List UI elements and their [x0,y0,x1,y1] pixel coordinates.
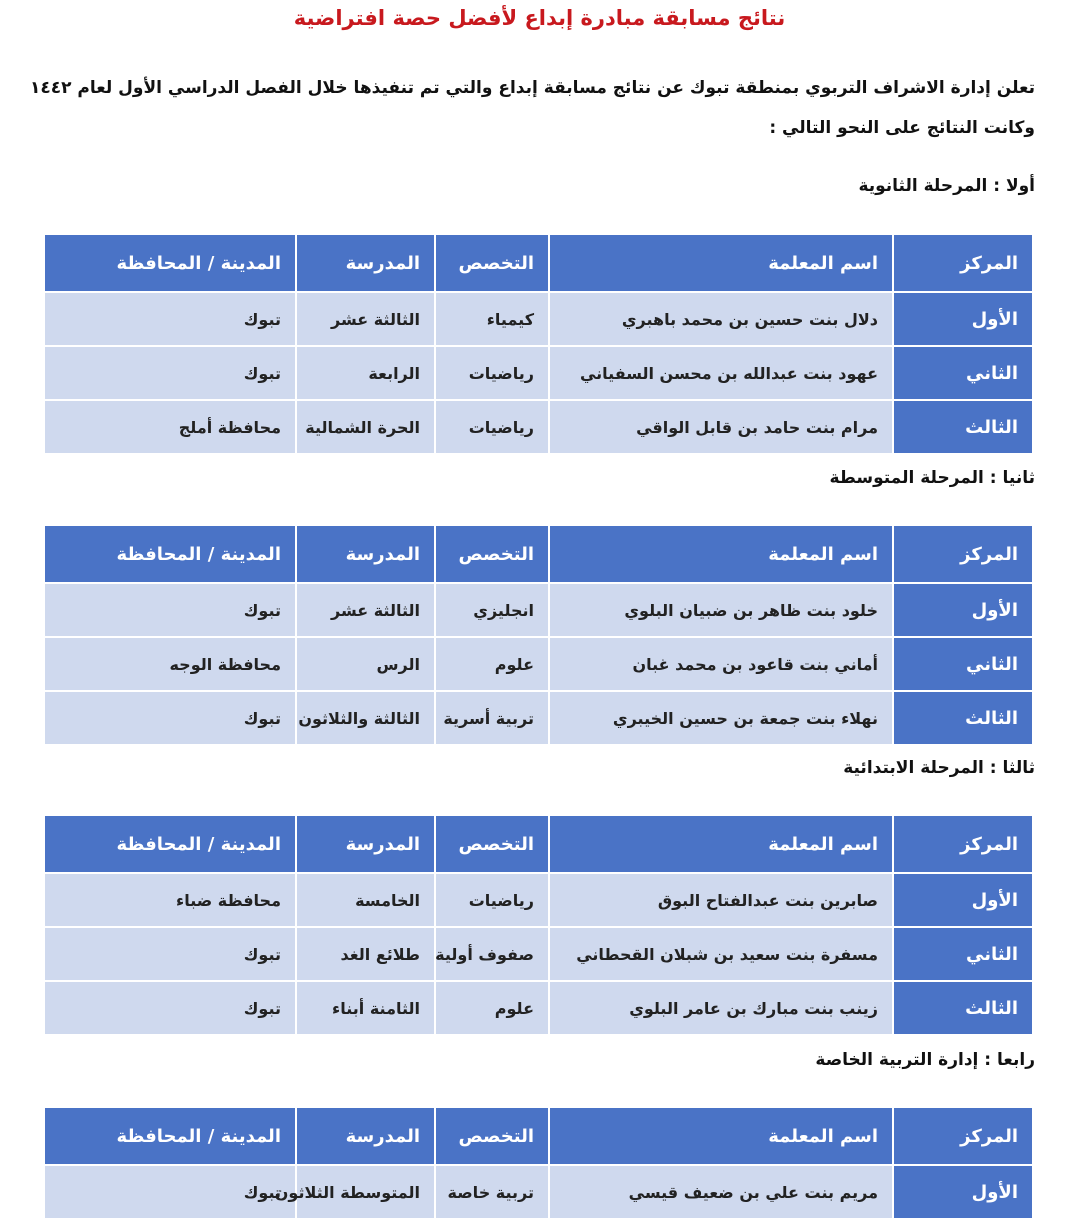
school-cell: الثالثة والثلاثون [296,691,435,745]
rank-cell: الثاني [893,927,1033,981]
col-header-city: المدينة / المحافظة [44,234,296,292]
name-cell: خلود بنت ظاهر بن ضبيان البلوي [549,583,893,637]
specialty-cell: رياضيات [435,346,549,400]
table-row [44,583,1033,637]
results-table-special-education [43,1106,1034,1220]
city-cell: تبوك [44,292,296,346]
rank-cell: الثاني [893,637,1033,691]
col-header-rank: المركز [893,525,1033,583]
table-row [44,637,1033,691]
section-heading-special-education: رابعا : إدارة التربية الخاصة [815,1050,1035,1070]
name-cell: مرام بنت حامد بن قابل الواقي [549,400,893,454]
city-cell: تبوك [44,927,296,981]
name-cell: أماني بنت قاعود بن محمد غبان [549,637,893,691]
col-header-city: المدينة / المحافظة [44,525,296,583]
rank-cell: الأول [893,292,1033,346]
school-cell: الحرة الشمالية [296,400,435,454]
school-cell: المتوسطة الثلاثون [296,1165,435,1219]
col-header-city: المدينة / المحافظة [44,1107,296,1165]
col-header-name: اسم المعلمة [549,815,893,873]
col-header-rank: المركز [893,815,1033,873]
rank-cell: الأول [893,1165,1033,1219]
intro-line-2: وكانت النتائج على النحو التالي : [769,118,1035,138]
city-cell: تبوك [44,346,296,400]
table-row [44,292,1033,346]
table-row [44,346,1033,400]
col-header-rank: المركز [893,1107,1033,1165]
school-cell: الثالثة عشر [296,292,435,346]
section-heading-secondary: أولا : المرحلة الثانوية [858,176,1035,196]
table-row [44,691,1033,745]
col-header-specialty: التخصص [435,1107,549,1165]
city-cell: تبوك [44,1165,296,1219]
city-cell: تبوك [44,981,296,1035]
rank-cell: الثالث [893,400,1033,454]
col-header-rank: المركز [893,234,1033,292]
page-title: نتائج مسابقة مبادرة إبداع لأفضل حصة افتراضية [293,6,786,30]
table-header-row [44,815,1033,873]
rank-cell: الأول [893,873,1033,927]
table-row [44,1165,1033,1219]
table-row [44,400,1033,454]
name-cell: دلال بنت حسين بن محمد باهبري [549,292,893,346]
city-cell: تبوك [44,691,296,745]
table-row [44,873,1033,927]
table-header-row [44,525,1033,583]
col-header-city: المدينة / المحافظة [44,815,296,873]
results-table-intermediate [43,524,1034,746]
name-cell: مسفرة بنت سعيد بن شبلان القحطاني [549,927,893,981]
table-row [44,927,1033,981]
name-cell: صابرين بنت عبدالفتاح البوق [549,873,893,927]
school-cell: الرس [296,637,435,691]
school-cell: طلائع الغد [296,927,435,981]
specialty-cell: تربية خاصة [435,1165,549,1219]
section-heading-intermediate: ثانيا : المرحلة المتوسطة [829,468,1035,488]
intro-line-1: تعلن إدارة الاشراف التربوي بمنطقة تبوك عن نتائج مسابقة إبداع والتي تم تنفيذها خلال الفصل الدراسي الأول لعام ١٤٤٢ [30,78,1035,98]
city-cell: تبوك [44,583,296,637]
specialty-cell: انجليزي [435,583,549,637]
col-header-specialty: التخصص [435,815,549,873]
school-cell: الثالثة عشر [296,583,435,637]
results-table-secondary [43,233,1034,455]
specialty-cell: رياضيات [435,400,549,454]
specialty-cell: تربية أسرية [435,691,549,745]
specialty-cell: علوم [435,637,549,691]
col-header-school: المدرسة [296,815,435,873]
specialty-cell: علوم [435,981,549,1035]
rank-cell: الأول [893,583,1033,637]
city-cell: محافظة الوجه [44,637,296,691]
city-cell: محافظة أملج [44,400,296,454]
specialty-cell: كيمياء [435,292,549,346]
table-header-row [44,1107,1033,1165]
name-cell: نهلاء بنت جمعة بن حسين الخيبري [549,691,893,745]
rank-cell: الثاني [893,346,1033,400]
col-header-school: المدرسة [296,1107,435,1165]
school-cell: الثامنة أبناء [296,981,435,1035]
intro-paragraph [30,68,1035,148]
col-header-school: المدرسة [296,234,435,292]
city-cell: محافظة ضباء [44,873,296,927]
section-heading-elementary: ثالثا : المرحلة الابتدائية [843,758,1035,778]
rank-cell: الثالث [893,691,1033,745]
rank-cell: الثالث [893,981,1033,1035]
col-header-specialty: التخصص [435,234,549,292]
name-cell: زينب بنت مبارك بن عامر البلوي [549,981,893,1035]
name-cell: عهود بنت عبدالله بن محسن السفياني [549,346,893,400]
table-header-row [44,234,1033,292]
school-cell: الرابعة [296,346,435,400]
col-header-name: اسم المعلمة [549,525,893,583]
school-cell: الخامسة [296,873,435,927]
col-header-specialty: التخصص [435,525,549,583]
table-row [44,981,1033,1035]
specialty-cell: صفوف أولية [435,927,549,981]
results-table-elementary [43,814,1034,1036]
name-cell: مريم بنت علي بن ضعيف قيسي [549,1165,893,1219]
col-header-name: اسم المعلمة [549,234,893,292]
specialty-cell: رياضيات [435,873,549,927]
col-header-name: اسم المعلمة [549,1107,893,1165]
col-header-school: المدرسة [296,525,435,583]
